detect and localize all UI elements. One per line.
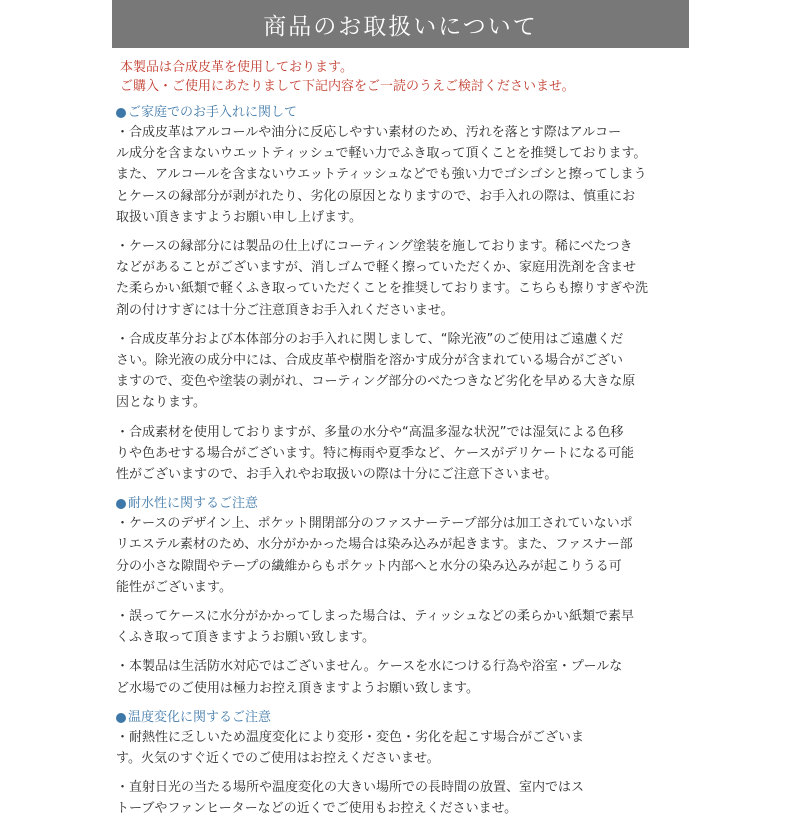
text-line: ど水場でのご使用は極力お控え頂きますようお願い致します。 bbox=[116, 680, 479, 696]
paragraph bbox=[116, 777, 696, 819]
bullet-dot-icon bbox=[116, 713, 126, 723]
paragraph bbox=[116, 656, 696, 698]
text-line: た柔らかい紙類で軽くふき取っていただくことを推奨しております。こちらも擦りすぎや洗 bbox=[116, 281, 648, 297]
text-line: 取扱い頂きますようお願い申し上げます。 bbox=[116, 209, 362, 225]
section-heading-text: ご家庭でのお手入れに関して bbox=[128, 105, 298, 120]
text-line: ますので、変色や塗装の剥がれ、コーティング部分のべたつきなど劣化を早める大きな原 bbox=[116, 374, 636, 390]
document-body bbox=[116, 58, 696, 822]
paragraph bbox=[116, 236, 696, 321]
text-line: ル成分を含まないウエットティッシュで軽い力でふき取って頂くことを推奨しております。 bbox=[116, 146, 647, 162]
text-line: トーブやファンヒーターなどの近くでご使用もお控えくださいませ。 bbox=[116, 801, 518, 817]
text-line: などがあることがございますが、消しゴムで軽く擦っていただくか、家庭用洗剤を含ませ bbox=[116, 260, 637, 276]
text-line: さい。除光液の成分中には、合成皮革や樹脂を溶かす成分が含まれている場合がござい bbox=[116, 353, 624, 369]
text-line: 因となります。 bbox=[116, 395, 206, 411]
text-line: 性がございますので、お手入れやお取扱いの際は十分にご注意下さいませ。 bbox=[116, 467, 558, 483]
text-line: ・合成皮革分および本体部分のお手入れに関しまして、“除光液”のご使用はご遠慮くだ bbox=[116, 331, 624, 347]
paragraph bbox=[116, 727, 696, 769]
paragraph bbox=[116, 329, 696, 414]
section-heading bbox=[116, 104, 696, 122]
text-line: す。火気のすぐ近くでのご使用はお控えくださいませ。 bbox=[116, 751, 440, 767]
text-line: くふき取って頂きますようお願い致します。 bbox=[116, 630, 375, 646]
text-line: リエステル素材のため、水分がかかった場合は染み込みが起きます。また、ファスナー部 bbox=[116, 537, 633, 553]
text-line: ・合成皮革はアルコールや油分に反応しやすい素材のため、汚れを落とす際はアルコー bbox=[116, 125, 622, 140]
text-line: また、アルコールを含まないウエットティッシュなどでも強い力でゴシゴシと擦ってしまう bbox=[116, 167, 647, 183]
section-heading bbox=[116, 709, 696, 727]
text-line: 分の小さな隙間やテープの繊維からもポケット内部へと水分の染み込みが起こりうる可 bbox=[116, 558, 622, 574]
text-line: ・ケースのデザイン上、ポケット開閉部分のファスナーテープ部分は加工されていないポ bbox=[116, 516, 633, 532]
paragraph bbox=[116, 422, 696, 486]
section-temperature bbox=[116, 709, 696, 820]
paragraph bbox=[116, 513, 696, 598]
section-water-resistance bbox=[116, 495, 696, 699]
section-heading-text: 温度変化に関するご注意 bbox=[128, 709, 272, 725]
paragraph bbox=[116, 122, 696, 228]
intro-line: ご購入・ご使用にあたりまして下記内容をご一読のうえご検討くださいませ。 bbox=[120, 79, 575, 94]
text-line: とケースの縁部分が剥がれたり、劣化の原因となりますので、お手入れの際は、慎重にお bbox=[116, 188, 636, 204]
paragraph bbox=[116, 606, 696, 648]
text-line: りや色あせする場合がございます。特に梅雨や夏季など、ケースがデリケートになる可能 bbox=[116, 445, 635, 461]
section-heading bbox=[116, 495, 696, 513]
page-title: 商品のお取扱いについて bbox=[263, 13, 538, 40]
text-line: ・直射日光の当たる場所や温度変化の大きい場所での長時間の放置、室内ではス bbox=[116, 780, 585, 796]
text-line: ・合成素材を使用しておりますが、多量の水分や“高温多湿な状況”では湿気による色移 bbox=[116, 424, 624, 440]
text-line: ・ケースの縁部分には製品の仕上げにコーティング塗装を施しております。稀にべたつき bbox=[116, 239, 633, 255]
bullet-dot-icon bbox=[116, 108, 126, 118]
section-home-care bbox=[116, 104, 696, 485]
text-line: ・耐熱性に乏しいため温度変化により変形・変色・劣化を起こす場合がございま bbox=[116, 729, 585, 745]
bullet-dot-icon bbox=[116, 499, 126, 509]
intro-notice bbox=[120, 58, 696, 96]
text-line: ・誤ってケースに水分がかかってしまった場合は、ティッシュなどの柔らかい紙類で素早 bbox=[116, 609, 635, 625]
text-line: 能性がございます。 bbox=[116, 579, 232, 595]
text-line: 剤の付けすぎには十分ご注意頂きお手入れくださいませ。 bbox=[116, 302, 454, 318]
page-header bbox=[112, 0, 689, 48]
section-heading-text: 耐水性に関するご注意 bbox=[128, 496, 259, 512]
intro-line: 本製品は合成皮革を使用しております。 bbox=[120, 60, 353, 75]
text-line: ・本製品は生活防水対応ではございません。ケースを水につける行為や浴室・プールな bbox=[116, 659, 623, 675]
